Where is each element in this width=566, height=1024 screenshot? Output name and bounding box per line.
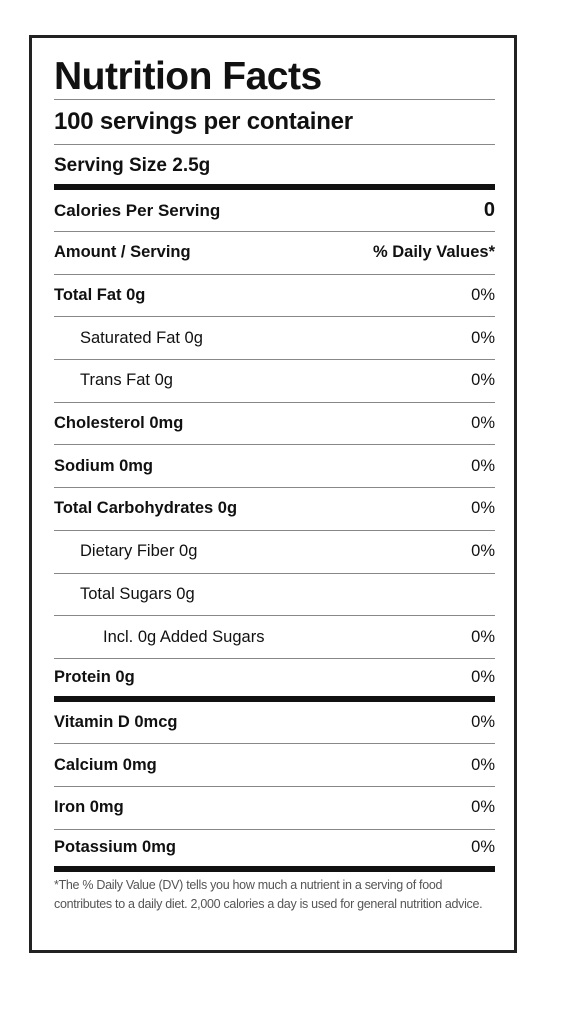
nutrient-dv: 0% — [471, 286, 495, 305]
nutrient-row-added-sugars — [54, 616, 495, 659]
nutrient-row-cholesterol — [54, 403, 495, 446]
nutrient-row-total-sugars — [54, 574, 495, 617]
vitamin-row-calcium — [54, 744, 495, 787]
calories-label: Calories Per Serving — [54, 200, 221, 220]
vitamin-dv: 0% — [471, 712, 495, 731]
calories-value: 0 — [483, 199, 495, 221]
nutrient-dv: 0% — [471, 542, 495, 561]
nutrient-dv: 0% — [471, 667, 495, 686]
vitamin-dv: 0% — [471, 798, 495, 817]
vitamin-name: Potassium 0mg — [54, 838, 176, 857]
amount-header: Amount / Serving — [54, 243, 191, 262]
nutrient-row-saturated-fat — [54, 317, 495, 360]
nutrient-row-total-carbohydrates — [54, 488, 495, 531]
nutrient-dv: 0% — [471, 456, 495, 475]
nutrient-name: Trans Fat 0g — [80, 371, 173, 390]
nutrient-name: Total Carbohydrates 0g — [54, 499, 238, 518]
vitamin-row-iron — [54, 787, 495, 830]
serving-size: Serving Size 2.5g — [54, 145, 495, 190]
vitamin-name: Calcium 0mg — [54, 755, 157, 774]
nutrient-name: Saturated Fat 0g — [80, 328, 203, 347]
nutrient-name: Sodium 0mg — [54, 456, 154, 475]
nutrient-row-dietary-fiber — [54, 531, 495, 574]
label-title: Nutrition Facts — [54, 38, 495, 100]
nutrient-name: Cholesterol 0mg — [54, 414, 184, 433]
vitamin-dv: 0% — [471, 838, 495, 857]
nutrient-name: Incl. 0g Added Sugars — [103, 627, 265, 646]
nutrient-dv: 0% — [471, 328, 495, 347]
vitamin-row-vitamin-d — [54, 702, 495, 745]
nutrient-name: Total Fat 0g — [54, 286, 146, 305]
vitamin-name: Iron 0mg — [54, 798, 124, 817]
daily-value-header: % Daily Values* — [373, 243, 495, 262]
daily-value-footnote: *The % Daily Value (DV) tells you how much a nutrient in a serving of food contributes to a daily diet. 2,000 calories a day is used for general nutrition advice. — [54, 878, 483, 912]
servings-per-container: 100 servings per container — [54, 100, 495, 145]
vitamin-dv: 0% — [471, 755, 495, 774]
vitamin-row-potassium — [54, 830, 495, 873]
calories-row — [54, 190, 495, 232]
nutrient-row-trans-fat — [54, 360, 495, 403]
nutrient-row-total-fat — [54, 275, 495, 318]
nutrient-row-protein — [54, 659, 495, 702]
column-header-row — [54, 232, 495, 275]
nutrition-facts-label — [29, 35, 517, 953]
nutrient-name: Dietary Fiber 0g — [80, 542, 198, 561]
nutrient-name: Protein 0g — [54, 667, 135, 686]
nutrient-name: Total Sugars 0g — [80, 584, 195, 603]
nutrient-row-sodium — [54, 445, 495, 488]
nutrient-dv: 0% — [471, 414, 495, 433]
vitamin-name: Vitamin D 0mcg — [54, 712, 178, 731]
nutrient-dv: 0% — [471, 371, 495, 390]
nutrient-dv: 0% — [471, 499, 495, 518]
nutrient-dv: 0% — [471, 627, 495, 646]
